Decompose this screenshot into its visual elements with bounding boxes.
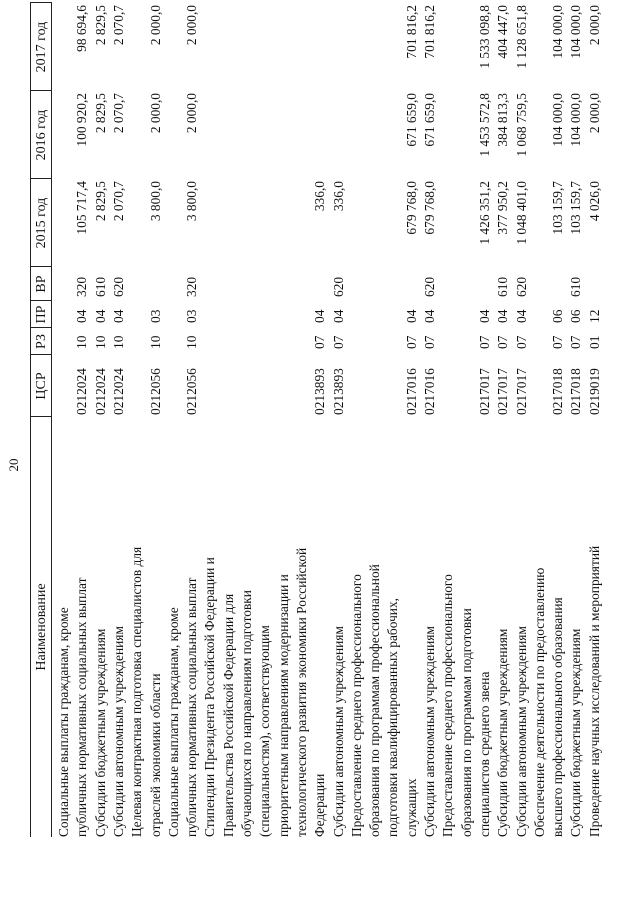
cell-2015: 377 950,2 [495,181,511,235]
cell-name: образования по программам профессиональной [367,564,383,837]
cell-pr: 04 [495,309,511,323]
cell-name: служащих [403,778,419,837]
cell-vr: 610 [92,276,108,297]
cell-name: Социальные выплаты гражданам, кроме [56,607,71,837]
cell-pr: 06 [568,309,584,323]
cell-2015: 103 159,7 [568,181,584,235]
cell-csr: 0213893 [312,368,328,415]
cell-name: (специальностям), соответствующим [257,625,273,837]
cell-rz: 07 [312,335,328,349]
cell-2016: 2 070,7 [110,93,126,134]
header-divider [30,354,52,355]
cell-2015: 1 426 351,2 [476,181,492,245]
cell-csr: 0212056 [184,368,200,415]
cell-name: специалистов среднего звена [476,671,492,837]
cell-2016: 671 659,0 [422,93,437,147]
header-2017: 2017 год [30,3,52,91]
cell-pr: 04 [513,309,529,323]
cell-pr: 03 [184,309,200,323]
cell-name: Обеспечение деятельности по предоставлению [531,567,547,837]
cell-csr: 0217016 [422,368,437,415]
cell-rz: 07 [495,335,511,349]
header-2015: 2015 год [30,179,52,267]
cell-vr: 610 [495,276,511,297]
cell-pr: 12 [586,309,602,323]
cell-2015: 679 768,0 [422,181,437,235]
cell-name: Целевая контрактная подготовка специалистов для [129,546,145,837]
cell-2017: 2 000,0 [147,5,163,46]
cell-2015: 2 829,5 [92,181,108,222]
header-divider [30,327,52,328]
cell-name: образования по программам подготовки [458,608,474,837]
cell-name: Субсидии автономным учреждениям [110,626,126,837]
cell-name: Субсидии автономным учреждениям [513,626,529,837]
cell-vr: 620 [330,276,346,297]
header-divider [30,300,52,301]
header-pr: ПР [30,301,52,328]
cell-2017: 2 000,0 [184,5,200,46]
cell-2016: 671 659,0 [403,93,419,147]
cell-pr: 04 [403,309,419,323]
cell-name: Субсидии бюджетным учреждениям [568,628,584,837]
cell-pr: 04 [74,309,90,323]
cell-2016: 2 000,0 [147,93,163,134]
cell-2017: 104 000,0 [550,5,566,59]
cell-vr: 620 [110,276,126,297]
cell-name: Предоставление среднего профессионального [348,574,364,837]
cell-2016: 100 920,2 [74,93,90,147]
cell-2017: 701 816,2 [422,5,437,59]
cell-2016: 2 000,0 [586,93,602,134]
cell-2017: 1 533 098,8 [476,5,492,69]
header-divider [30,90,52,91]
cell-2015: 3 800,0 [147,181,163,222]
cell-2016: 1 453 572,8 [476,93,492,157]
cell-vr: 620 [513,276,529,297]
page-number: 20 [6,458,21,472]
header-2016: 2016 год [30,91,52,179]
cell-rz: 07 [550,335,566,349]
cell-rz: 10 [92,335,108,349]
cell-2015: 336,0 [312,181,328,212]
cell-pr: 06 [550,309,566,323]
cell-name: подготовки квалифицированных рабочих, [385,597,401,837]
cell-name: Федерации [312,773,328,837]
cell-2015: 4 026,0 [586,181,602,222]
cell-2016: 2 000,0 [184,93,200,134]
cell-rz: 07 [476,335,492,349]
cell-name: публичных нормативных социальных выплат [74,577,90,837]
cell-csr: 0217018 [550,368,566,415]
cell-rz: 01 [586,335,602,349]
cell-csr: 0217018 [568,368,584,415]
cell-pr: 04 [92,309,108,323]
header-csr: ЦСР [30,355,52,417]
header-vr: ВР [30,267,52,301]
cell-2017: 98 694,6 [74,5,90,52]
header-divider [30,2,52,3]
cell-2017: 1 128 651,8 [513,5,529,69]
cell-name: Проведение научных исследований и мероприятий [586,545,602,837]
cell-csr: 0212024 [74,368,90,415]
cell-2017: 2 829,5 [92,5,108,46]
cell-csr: 0217017 [513,368,529,415]
cell-2015: 105 717,4 [74,181,90,235]
cell-csr: 0217017 [495,368,511,415]
cell-2015: 336,0 [330,181,346,212]
cell-csr: 0217016 [403,368,419,415]
cell-name: обучающихся по направлениям подготовки [239,590,254,837]
cell-vr: 320 [184,276,200,297]
header-divider [30,416,52,417]
header-name: Наименование [30,417,52,837]
cell-name: Социальные выплаты гражданам, кроме [165,607,181,837]
cell-name: приоритетным направлениям модернизации и [275,574,291,837]
cell-name: Правительства Российской Федерации для [220,593,236,837]
cell-2016: 104 000,0 [568,93,584,147]
cell-pr: 04 [330,309,346,323]
cell-rz: 07 [403,335,419,349]
cell-2015: 3 800,0 [184,181,200,222]
header-divider [30,266,52,267]
cell-rz: 10 [74,335,90,349]
cell-csr: 0212056 [147,368,163,415]
cell-name: высшего профессионального образования [550,597,566,837]
cell-vr: 610 [568,276,584,297]
cell-rz: 07 [568,335,584,349]
cell-2016: 1 068 759,5 [513,93,529,157]
cell-csr: 0213893 [330,368,346,415]
cell-rz: 07 [330,335,346,349]
cell-2017: 404 447,0 [495,5,511,59]
cell-2016: 104 000,0 [550,93,566,147]
cell-2017: 2 070,7 [110,5,126,46]
cell-pr: 04 [110,309,126,323]
cell-2017: 104 000,0 [568,5,584,59]
cell-name: технологического развития экономики Российской [293,547,309,837]
cell-name: Субсидии автономным учреждениям [330,626,346,837]
cell-pr: 04 [476,309,492,323]
cell-rz: 10 [110,335,126,349]
cell-csr: 0217017 [476,368,492,415]
cell-rz: 10 [184,335,200,349]
cell-vr: 320 [74,276,90,297]
header-rz: РЗ [30,328,52,355]
cell-2016: 2 829,5 [92,93,108,134]
cell-2016: 384 813,3 [495,93,511,147]
cell-name: Предоставление среднего профессионального [440,574,456,837]
cell-rz: 07 [422,335,437,349]
cell-rz: 07 [513,335,529,349]
cell-pr: 04 [312,309,328,323]
cell-2017: 701 816,2 [403,5,419,59]
cell-csr: 0219019 [586,368,602,415]
cell-name: Стипендии Президента Российской Федерации и [202,557,218,837]
cell-name: отраслей экономики области [147,673,163,837]
header-divider [30,178,52,179]
cell-name: Субсидии бюджетным учреждениям [495,628,511,837]
cell-rz: 10 [147,335,163,349]
cell-name: публичных нормативных социальных выплат [184,577,200,837]
cell-2017: 2 000,0 [586,5,602,46]
cell-2015: 2 070,7 [110,181,126,222]
cell-vr: 620 [422,276,437,297]
cell-name: Субсидии бюджетным учреждениям [92,628,108,837]
cell-name: Субсидии автономным учреждениям [422,626,437,837]
cell-2015: 1 048 401,0 [513,181,529,245]
cell-csr: 0212024 [110,368,126,415]
cell-pr: 03 [147,309,163,323]
cell-2015: 679 768,0 [403,181,419,235]
cell-2015: 103 159,7 [550,181,566,235]
cell-pr: 04 [422,309,437,323]
cell-csr: 0212024 [92,368,108,415]
